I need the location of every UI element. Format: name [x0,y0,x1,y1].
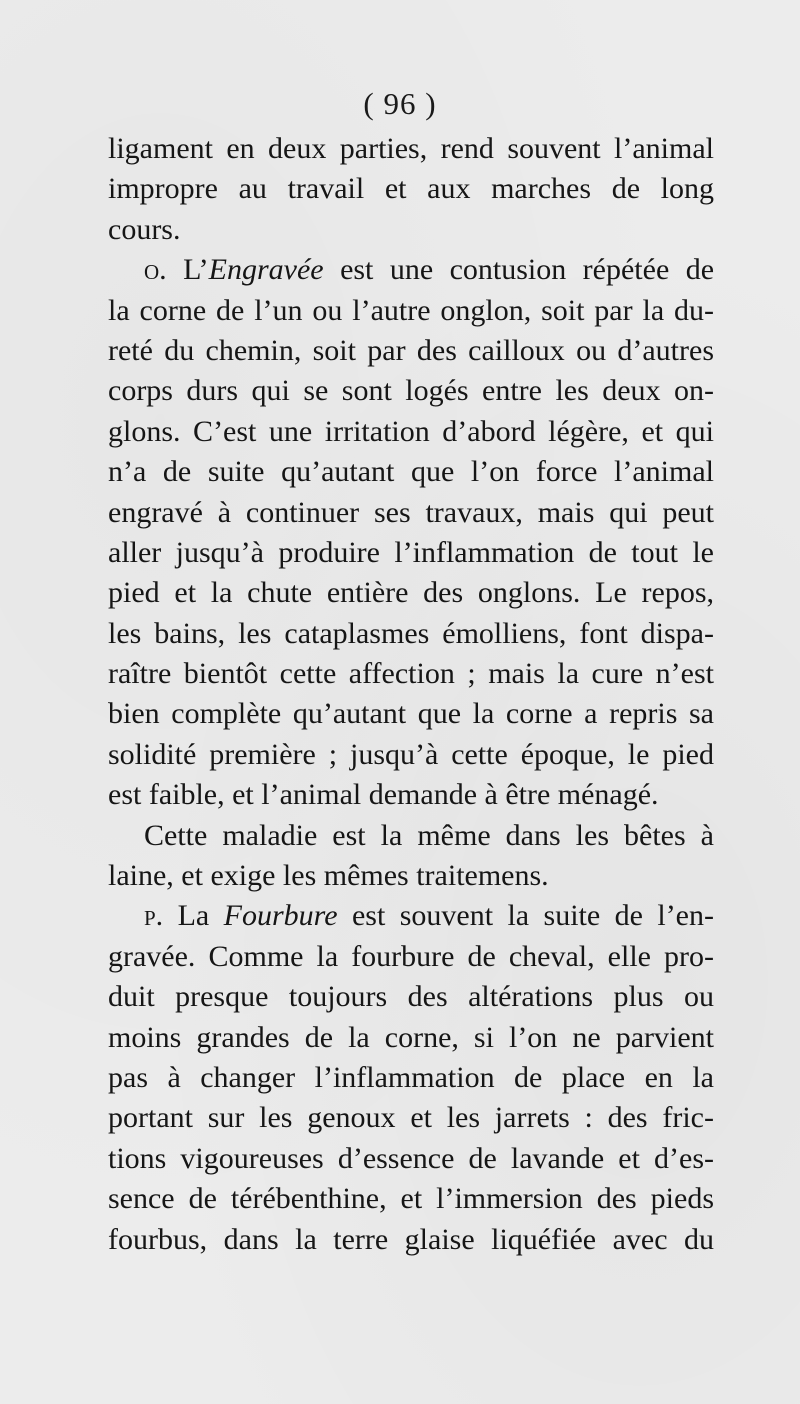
text-line: Cette maladie est la même dans les bêtes à [144,818,714,852]
text-line: duit presque toujours des altérations plus ou [108,980,714,1014]
text-fragment: est souvent la suite de l’en- [351,899,714,933]
text-line: raître bientôt cette affection ; mais la cure n’est [108,657,714,691]
text-line: ligament en deux parties, rend souvent l’animal [108,132,714,165]
text-fragment: L’ [183,253,209,287]
text-line: n’a de suite qu’autant que l’on force l’animal [108,455,714,489]
text-line: cours. [108,212,181,246]
text-line: pas à changer l’inflammation de place en la [108,1060,714,1094]
text-line: la corne de l’un ou l’autre onglon, soit par la du- [108,293,714,327]
text-line: portant sur les genoux et les jarrets : des fric- [108,1101,714,1135]
text-line: corps durs qui se sont logés entre les deux on- [108,374,714,408]
paragraph-o-first-line [108,250,714,290]
text-line: reté du chemin, soit par des cailloux ou d’autres [108,333,714,367]
text-line: glons. C’est une irritation d’abord légère, et qui [108,414,714,448]
text-line: les bains, les cataplasmes émolliens, font dispa- [108,616,714,650]
text-line: moins grandes de la corne, si l’on ne parvient [108,1020,714,1054]
text-line: tions vigoureuses d’essence de lavande et d’es- [108,1141,714,1175]
text-line: laine, et exige les mêmes traitemens. [108,859,549,893]
term-fourbure: Fourbure [223,899,338,933]
text-line: solidité première ; jusqu’à cette époque, le pied [108,737,714,771]
text-line: impropre au travail et aux marches de long [108,172,714,206]
paragraph-marker: o. [144,253,167,287]
term-engravee: Engravée [208,253,324,287]
text-line: est faible, et l’animal demande à être ménagé. [108,778,659,812]
text-line: fourbus, dans la terre glaise liquéfiée avec du [108,1222,714,1256]
text-fragment: est une contusion répétée de [340,253,715,287]
text-fragment: La [177,899,210,933]
text-line: aller jusqu’à produire l’inflammation de tout le [108,535,714,569]
text-line: sence de térébenthine, et l’immersion des pieds [108,1182,714,1216]
body-text [108,129,714,1260]
text-line: pied et la chute entière des onglons. Le repos, [108,576,714,610]
text-line: engravé à continuer ses travaux, mais qui peut [108,495,714,529]
paragraph-p-first-line [108,896,714,936]
text-line: gravée. Comme la fourbure de cheval, elle pro- [108,939,714,973]
text-line: bien complète qu’autant que la corne a repris sa [108,697,714,731]
paragraph-marker: p. [144,899,164,933]
page-number: ( 96 ) [363,86,437,121]
